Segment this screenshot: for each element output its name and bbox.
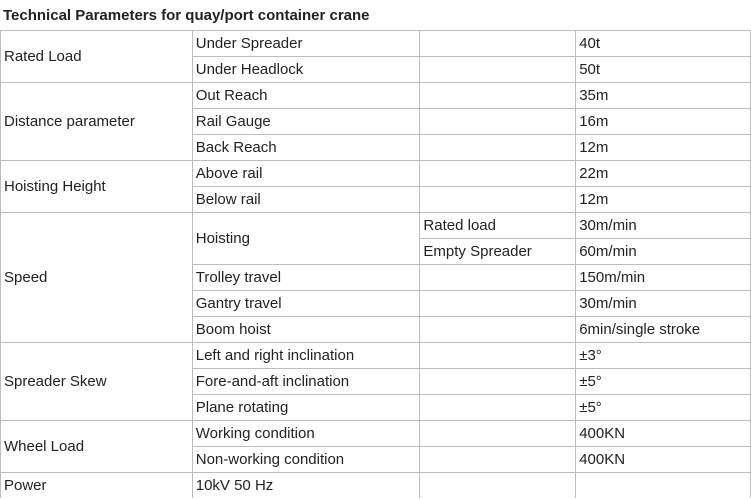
sub-item-cell bbox=[420, 421, 576, 447]
value-cell: 30m/min bbox=[576, 291, 751, 317]
sub-item-cell bbox=[420, 135, 576, 161]
value-cell: ±3° bbox=[576, 343, 751, 369]
sub-item-cell: Empty Spreader bbox=[420, 239, 576, 265]
group-label-hoisting-height: Hoisting Height bbox=[1, 161, 193, 213]
sub-item-cell bbox=[420, 473, 576, 499]
group-label-spreader-skew: Spreader Skew bbox=[1, 343, 193, 421]
value-cell: 50t bbox=[576, 57, 751, 83]
sub-item-cell bbox=[420, 31, 576, 57]
item-cell: Gantry travel bbox=[192, 291, 420, 317]
sub-item-cell bbox=[420, 395, 576, 421]
value-cell: 6min/single stroke bbox=[576, 317, 751, 343]
item-cell: Under Headlock bbox=[192, 57, 420, 83]
value-cell: 150m/min bbox=[576, 265, 751, 291]
table-row bbox=[1, 31, 751, 57]
sub-item-cell bbox=[420, 343, 576, 369]
group-label-distance: Distance parameter bbox=[1, 83, 193, 161]
sub-item-cell bbox=[420, 83, 576, 109]
item-cell: Non-working condition bbox=[192, 447, 420, 473]
value-cell: 16m bbox=[576, 109, 751, 135]
sub-item-cell bbox=[420, 447, 576, 473]
group-label-rated-load: Rated Load bbox=[1, 31, 193, 83]
value-cell: 400KN bbox=[576, 421, 751, 447]
value-cell: 60m/min bbox=[576, 239, 751, 265]
item-cell: Fore-and-aft inclination bbox=[192, 369, 420, 395]
item-cell: Out Reach bbox=[192, 83, 420, 109]
value-cell: 12m bbox=[576, 187, 751, 213]
item-cell: Boom hoist bbox=[192, 317, 420, 343]
table-row bbox=[1, 343, 751, 369]
value-cell: 22m bbox=[576, 161, 751, 187]
sub-item-cell bbox=[420, 317, 576, 343]
group-label-speed: Speed bbox=[1, 213, 193, 343]
sub-item-cell bbox=[420, 291, 576, 317]
sub-item-cell bbox=[420, 109, 576, 135]
sub-item-cell bbox=[420, 187, 576, 213]
group-label-power: Power bbox=[1, 473, 193, 499]
item-cell: Below rail bbox=[192, 187, 420, 213]
group-label-wheel-load: Wheel Load bbox=[1, 421, 193, 473]
table-row bbox=[1, 213, 751, 239]
value-cell: ±5° bbox=[576, 369, 751, 395]
value-cell: 30m/min bbox=[576, 213, 751, 239]
sub-item-cell bbox=[420, 265, 576, 291]
item-cell: Left and right inclination bbox=[192, 343, 420, 369]
sub-item-cell bbox=[420, 161, 576, 187]
sub-item-cell: Rated load bbox=[420, 213, 576, 239]
value-cell: 12m bbox=[576, 135, 751, 161]
item-cell: Plane rotating bbox=[192, 395, 420, 421]
item-cell: Under Spreader bbox=[192, 31, 420, 57]
item-cell: Rail Gauge bbox=[192, 109, 420, 135]
sub-item-cell bbox=[420, 369, 576, 395]
parameters-table bbox=[0, 30, 751, 498]
item-cell: Trolley travel bbox=[192, 265, 420, 291]
table-row bbox=[1, 161, 751, 187]
item-cell: Back Reach bbox=[192, 135, 420, 161]
value-cell: 40t bbox=[576, 31, 751, 57]
value-cell: 35m bbox=[576, 83, 751, 109]
table-row bbox=[1, 473, 751, 499]
value-cell: 400KN bbox=[576, 447, 751, 473]
table-title: Technical Parameters for quay/port container crane bbox=[3, 7, 370, 24]
sub-item-cell bbox=[420, 57, 576, 83]
item-cell: Working condition bbox=[192, 421, 420, 447]
item-cell: 10kV 50 Hz bbox=[192, 473, 420, 499]
item-cell-hoisting: Hoisting bbox=[192, 213, 420, 265]
value-cell: ±5° bbox=[576, 395, 751, 421]
value-cell bbox=[576, 473, 751, 499]
table-row bbox=[1, 421, 751, 447]
table-row bbox=[1, 83, 751, 109]
item-cell: Above rail bbox=[192, 161, 420, 187]
